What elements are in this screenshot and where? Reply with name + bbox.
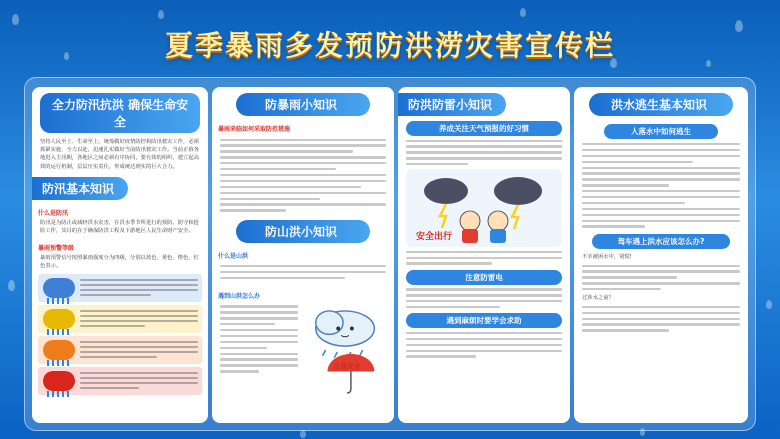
section-heading: 防山洪小知识 bbox=[236, 220, 370, 243]
rain-cloud-icon bbox=[43, 309, 75, 329]
poster-title: 夏季暴雨多发预防洪涝灾害宣传栏 bbox=[164, 29, 615, 62]
rainstorm-tips bbox=[212, 139, 394, 212]
water-escape-tips bbox=[574, 143, 748, 228]
warning-list bbox=[32, 274, 208, 395]
column-rainstorm bbox=[212, 87, 394, 423]
cartoon-caption: 安全出行 bbox=[416, 232, 453, 243]
warning-yellow bbox=[38, 305, 202, 333]
subheading: 遇到山洪怎么办 bbox=[218, 292, 261, 300]
water-drop bbox=[766, 300, 772, 309]
rain-cloud-icon bbox=[43, 278, 75, 298]
rain-cloud-icon bbox=[43, 340, 75, 360]
qa-line: 过涉水之前？ bbox=[582, 295, 614, 302]
mountain-flood-tips bbox=[212, 302, 306, 397]
cloud-umbrella-illustration bbox=[306, 302, 394, 397]
rain-cloud-icon bbox=[43, 371, 75, 391]
column-escape bbox=[574, 87, 748, 423]
subheading: 暴雨预警等级 bbox=[38, 245, 75, 253]
warning-red bbox=[38, 367, 202, 395]
column-heading: 洪水逃生基本知识 bbox=[589, 93, 733, 116]
column-heading: 防暴雨小知识 bbox=[236, 93, 370, 116]
column-heading: 防洪防雷小知识 bbox=[398, 93, 506, 116]
warning-intro: 暴雨预警信号按照暴雨强度分为四级，分别以蓝色、黄色、橙色、红色表示。 bbox=[40, 255, 199, 270]
weather-forecast-tips bbox=[398, 140, 570, 166]
subheading: 养成关注天气预报的好习惯 bbox=[406, 121, 562, 136]
water-drop bbox=[300, 430, 306, 438]
water-drop bbox=[8, 280, 15, 291]
help-tips bbox=[398, 332, 570, 358]
lightning-tips bbox=[398, 288, 570, 308]
water-drop bbox=[520, 8, 526, 17]
subheading: 暴雨来临如何采取防范措施 bbox=[218, 126, 291, 133]
umbrella-caption: 注意安全 bbox=[333, 362, 361, 371]
subheading: 注意防雷电 bbox=[406, 270, 562, 285]
section-heading: 防汛基本知识 bbox=[32, 177, 128, 200]
column-anti-flood bbox=[32, 87, 208, 423]
qa-line: 不幸被困水中，别慌! bbox=[582, 253, 632, 260]
subheading: 驾车遇上洪水应该怎么办? bbox=[592, 234, 730, 249]
subheading: 什么是山洪 bbox=[218, 252, 249, 260]
storm-cartoon-illustration bbox=[406, 169, 562, 247]
subheading: 人落水中如何逃生 bbox=[604, 124, 718, 139]
subheading: 遇到麻烦时要学会求助 bbox=[406, 313, 562, 328]
water-drop bbox=[158, 10, 164, 19]
column-lightning bbox=[398, 87, 570, 423]
warning-blue bbox=[38, 274, 202, 302]
driving-tips bbox=[574, 265, 748, 291]
intro-text: 坚持人民至上、生命至上，统筹做好疫情防控和防汛救灾工作，必须抓紧实施、全力以赴，迅速扎实做好当前防汛救灾工作。当前正值各地进入主汛期，各地区之间必须有序协同，要有效的组织，建立起高效的运行机制，层层压实责任，形成统达到实的巨大合力。 bbox=[40, 139, 199, 170]
flood-definition: 防汛是为防止或减轻洪水灾害，在洪水季节所进行的预防、防守和抢险工作，其目的在于确保防洪工程及下游地区人民生命财产安全。 bbox=[40, 219, 199, 235]
column-heading: 全力防汛抗洪 确保生命安全 bbox=[40, 93, 200, 133]
subheading: 什么是防汛 bbox=[38, 209, 69, 217]
warning-orange bbox=[38, 336, 202, 364]
